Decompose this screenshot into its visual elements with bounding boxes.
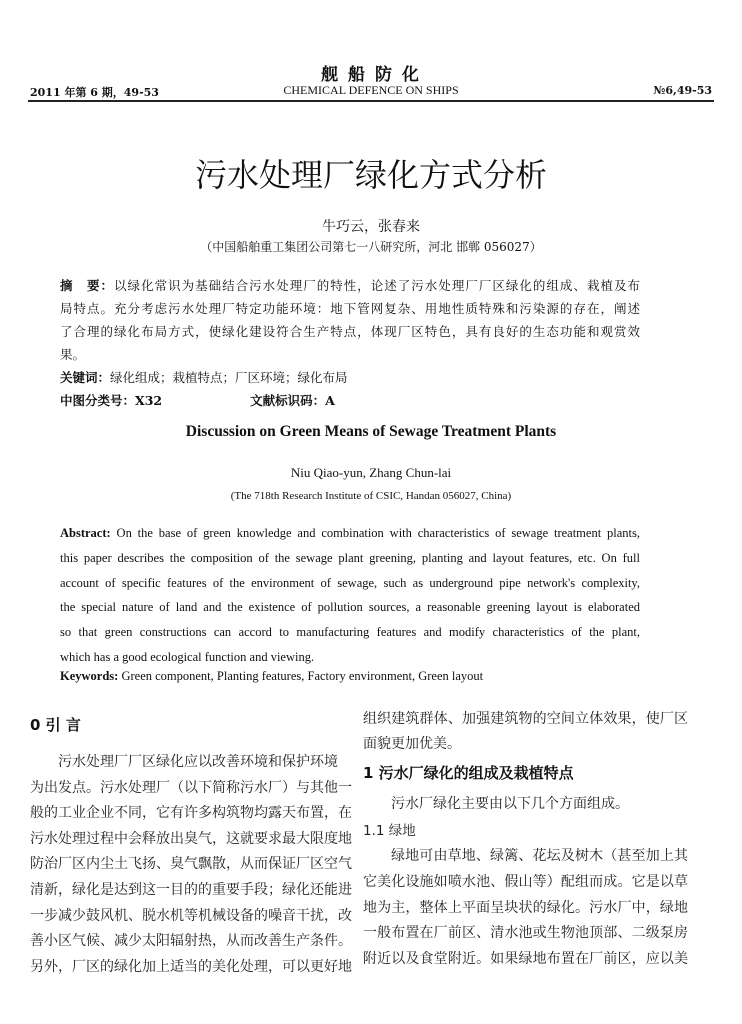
abstract-en-line: this paper describes the composition of the sewage plant greening, planting and layout features, etc. On full xyxy=(60,550,640,565)
abstract-cn-label: 摘 要： xyxy=(60,278,115,293)
section-1-intro: 污水厂绿化主要由以下几个方面组成。 xyxy=(391,796,629,812)
body-line: 般的工业企业不同，它有许多构筑物均露天布置，在 xyxy=(30,805,352,822)
left-column xyxy=(30,750,352,980)
abstract-cn-line: 摘 要：以绿化常识为基础结合污水处理厂的特性，论述了污水处理厂厂区绿化的组成、栽植及布 xyxy=(60,278,640,293)
keywords-en: Keywords: Green component, Planting features, Factory environment, Green layout xyxy=(60,668,484,683)
body-line: 地为主，整体上平面呈块状的绿化。污水厂中，绿地 xyxy=(363,899,688,916)
authors-cn: 牛巧云，张春来 xyxy=(322,219,420,235)
abstract-cn xyxy=(60,274,640,412)
body-line: 面貌更加优美。 xyxy=(363,736,461,752)
abstract-cn-line: 局特点。充分考虑污水处理厂特定功能环境：地下管网复杂、用地性质特殊和污染源的存在，阐述 xyxy=(60,301,640,316)
header-rule xyxy=(28,100,714,102)
abstract-en-line: so that green constructions can accord to manufacturing features and modify characteristics of the plant, xyxy=(60,625,640,640)
abstract-cn-line: 了合理的绿化布局方式，使绿化建设符合生产特点，体现厂区特色，具有良好的生态功能和观赏效 xyxy=(60,324,640,339)
body-line: 污水处理过程中会释放出臭气，这就要求最大限度地 xyxy=(30,830,352,847)
title-cn: 污水处理厂绿化方式分析 xyxy=(194,156,547,194)
body-line: 组织建筑群体、加强建筑物的空间立体效果，使厂区 xyxy=(363,711,688,727)
abstract-cn-line: 果。 xyxy=(60,347,86,362)
issue-info-en: №6,49-53 xyxy=(653,84,712,97)
body-line: 附近以及食堂附近。如果绿地布置在厂前区，应以美 xyxy=(363,951,688,968)
doc-code: A xyxy=(325,393,335,408)
issue-info-cn: 2011 年第 6 期，49-53 xyxy=(30,86,159,99)
body-line: 一步减少鼓风机、脱水机等机械设备的噪音干扰，改 xyxy=(30,907,352,924)
affiliation-en: (The 718th Research Institute of CSIC, Handan 056027, China) xyxy=(230,490,512,502)
body-line: 为出发点。污水处理厂（以下简称污水厂）与其他一 xyxy=(30,779,352,796)
body-line: 清新，绿化是达到这一目的的重要手段；绿化还能进 xyxy=(30,881,352,898)
title-en: Discussion on Green Means of Sewage Treatment Plants xyxy=(185,423,557,440)
body-line: 一般布置在厂前区、清水池或生物池顶部、二级泵房 xyxy=(363,925,688,942)
body-line: 绿地可由草地、绿篱、花坛及树木（甚至加上其 xyxy=(391,848,688,864)
abstract-en-line: account of specific features of the environment of sewage, such as underground pipe network's complexity, xyxy=(60,575,640,590)
abstract-en-line: the special nature of land and the existence of pollution sources, a reasonable greening layout is elaborated xyxy=(60,600,640,615)
affiliation-cn: （中国船舶重工集团公司第七一八研究所，河北 邯郸 056027） xyxy=(200,240,542,254)
abstract-en xyxy=(60,521,640,689)
section-1-1-heading: 1.1 绿地 xyxy=(363,823,416,839)
clc-code: X32 xyxy=(135,393,163,408)
section-0-heading: 0 引 言 xyxy=(30,716,81,734)
body-line: 善小区气候、减少太阳辐射热，从而改善生产条件。 xyxy=(30,933,352,950)
abstract-en-line: which has a good ecological function and viewing. xyxy=(60,649,315,664)
authors-en: Niu Qiao-yun, Zhang Chun-lai xyxy=(290,465,452,480)
classification-row: 中图分类号：X32 文献标识码：A xyxy=(60,393,335,408)
right-column-top xyxy=(363,707,688,757)
section-1-heading: 1 污水厂绿化的组成及栽植特点 xyxy=(363,764,574,782)
body-line: 防治厂区内尘土飞扬、臭气飘散，从而保证厂区空气 xyxy=(30,856,352,873)
keywords-cn: 关键词：绿化组成；栽植特点；厂区环境；绿化布局 xyxy=(60,370,348,385)
right-column-bottom xyxy=(363,844,688,973)
journal-name-cn: 舰 船 防 化 xyxy=(321,65,421,85)
body-line: 它美化设施如喷水池、假山等）配组而成。它是以草 xyxy=(363,873,688,890)
body-line: 另外，厂区的绿化加上适当的美化处理，可以更好地 xyxy=(30,958,352,975)
journal-name-en: CHEMICAL DEFENCE ON SHIPS xyxy=(283,83,459,97)
abstract-en-line: Abstract: On the base of green knowledge and combination with characteristics of sewage treatment plants, xyxy=(60,526,641,540)
body-line: 污水处理厂厂区绿化应以改善环境和保护环境 xyxy=(58,754,338,770)
abstract-en-label: Abstract: xyxy=(60,526,111,540)
